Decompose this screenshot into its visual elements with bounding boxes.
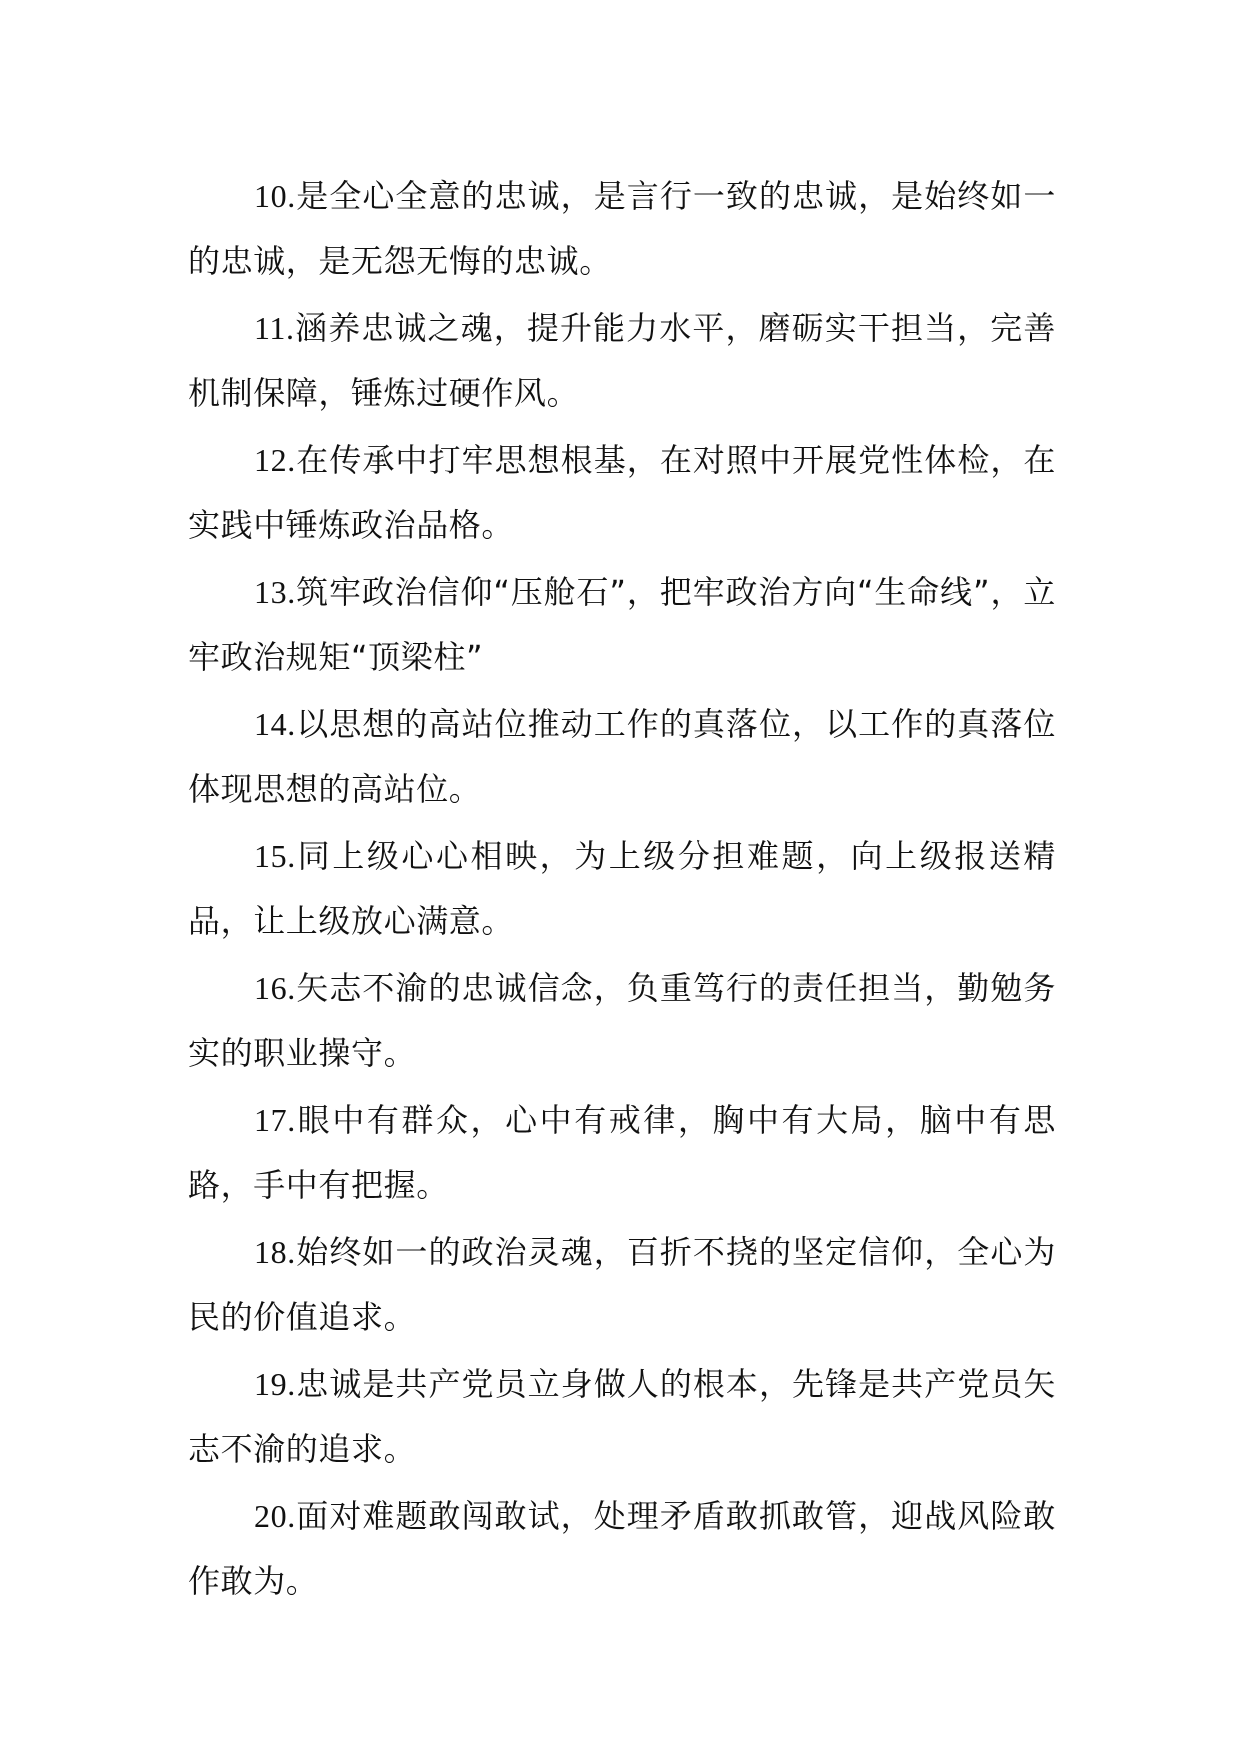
paragraph-text: 在传承中打牢思想根基，在对照中开展党性体检，在实践中锤炼政治品格。 <box>188 441 1056 544</box>
paragraph-text: 始终如一的政治灵魂，百折不挠的坚定信仰，全心为民的价值追求。 <box>188 1233 1056 1336</box>
paragraph-18 <box>188 1220 1056 1350</box>
paragraph-10 <box>188 164 1056 294</box>
paragraph-text: 涵养忠诚之魂，提升能力水平，磨砺实干担当，完善机制保障，锤炼过硬作风。 <box>188 309 1056 412</box>
paragraph-text: 矢志不渝的忠诚信念，负重笃行的责任担当，勤勉务实的职业操守。 <box>188 969 1056 1072</box>
paragraph-number: 13. <box>254 574 296 610</box>
paragraph-11 <box>188 296 1056 426</box>
paragraph-text: 眼中有群众，心中有戒律，胸中有大局，脑中有思路，手中有把握。 <box>188 1101 1056 1204</box>
paragraph-number: 20. <box>254 1498 296 1534</box>
paragraph-text: 以思想的高站位推动工作的真落位，以工作的真落位体现思想的高站位。 <box>188 705 1056 808</box>
paragraph-number: 19. <box>254 1366 296 1402</box>
paragraph-13 <box>188 560 1056 690</box>
paragraph-text: 筑牢政治信仰“压舱石”，把牢政治方向“生命线”，立牢政治规矩“顶梁柱” <box>188 573 1056 676</box>
paragraph-number: 14. <box>254 706 296 742</box>
paragraph-number: 10. <box>254 178 296 214</box>
paragraph-17 <box>188 1088 1056 1218</box>
paragraph-number: 11. <box>254 310 295 346</box>
paragraph-number: 12. <box>254 442 296 478</box>
paragraph-19 <box>188 1352 1056 1482</box>
paragraph-20 <box>188 1484 1056 1614</box>
paragraph-16 <box>188 956 1056 1086</box>
paragraph-text: 同上级心心相映，为上级分担难题，向上级报送精品，让上级放心满意。 <box>188 837 1056 940</box>
paragraph-text: 忠诚是共产党员立身做人的根本，先锋是共产党员矢志不渝的追求。 <box>188 1365 1056 1468</box>
document-body <box>188 164 1056 1616</box>
paragraph-text: 是全心全意的忠诚，是言行一致的忠诚，是始终如一的忠诚，是无怨无悔的忠诚。 <box>188 177 1056 280</box>
paragraph-14 <box>188 692 1056 822</box>
paragraph-number: 18. <box>254 1234 296 1270</box>
paragraph-number: 16. <box>254 970 296 1006</box>
paragraph-12 <box>188 428 1056 558</box>
paragraph-number: 15. <box>254 838 296 874</box>
paragraph-15 <box>188 824 1056 954</box>
paragraph-text: 面对难题敢闯敢试，处理矛盾敢抓敢管，迎战风险敢作敢为。 <box>188 1497 1056 1600</box>
paragraph-number: 17. <box>254 1102 296 1138</box>
